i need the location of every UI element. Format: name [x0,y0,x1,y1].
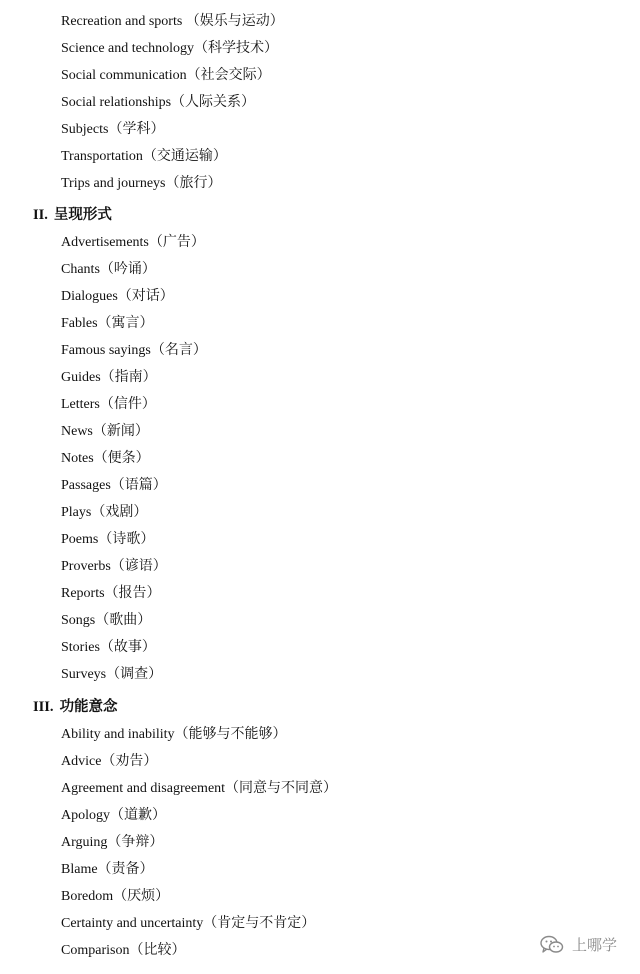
list-item: Reports（报告） [61,586,161,601]
list-item: Agreement and disagreement（同意与不同意） [61,781,338,796]
list-item: Surveys（调查） [61,667,163,682]
section-number: II. [33,207,48,223]
section-number: III. [33,699,54,715]
list-item: Songs（歌曲） [61,613,152,628]
list-item: Stories（故事） [61,640,156,655]
watermark [540,934,617,955]
list-item: Science and technology（科学技术） [61,41,278,56]
list-item: Transportation（交通运输） [61,149,227,164]
wechat-icon [540,935,564,955]
list-item: Apology（道歉） [61,808,166,823]
list-item: Famous sayings（名言） [61,343,207,358]
list-item: Notes（便条） [61,451,150,466]
list-item: Plays（戏剧） [61,505,148,520]
list-item: Ability and inability（能够与不能够） [61,727,287,742]
list-item: Certainty and uncertainty（肯定与不肯定） [61,916,316,931]
list-item: Advice（劝告） [61,754,158,769]
list-item: Comparison（比较） [61,943,186,958]
list-item: Arguing（争辩） [61,835,164,850]
list-item: Proverbs（谚语） [61,559,167,574]
list-item: Guides（指南） [61,370,157,385]
list-item: Social communication（社会交际） [61,68,271,83]
list-item: Recreation and sports （娱乐与运动） [61,14,284,29]
list-item: Trips and journeys（旅行） [61,176,222,191]
list-item: Dialogues（对话） [61,289,174,304]
list-item: Letters（信件） [61,397,156,412]
section-title: 功能意念 [59,699,118,715]
section-heading [33,206,112,224]
list-item: Social relationships（人际关系） [61,95,256,110]
list-item: Poems（诗歌） [61,532,155,547]
watermark-label: 上哪学 [572,936,618,954]
list-item: Chants（吟诵） [61,262,156,277]
list-item: Subjects（学科） [61,122,165,137]
list-item: News（新闻） [61,424,149,439]
section-title: 呈现形式 [53,207,112,223]
list-item: Blame（责备） [61,862,154,877]
list-item: Fables（寓言） [61,316,154,331]
list-item: Advertisements（广告） [61,235,205,250]
list-item: Boredom（厌烦） [61,889,170,904]
section-heading [33,698,118,716]
list-item: Passages（语篇） [61,478,167,493]
